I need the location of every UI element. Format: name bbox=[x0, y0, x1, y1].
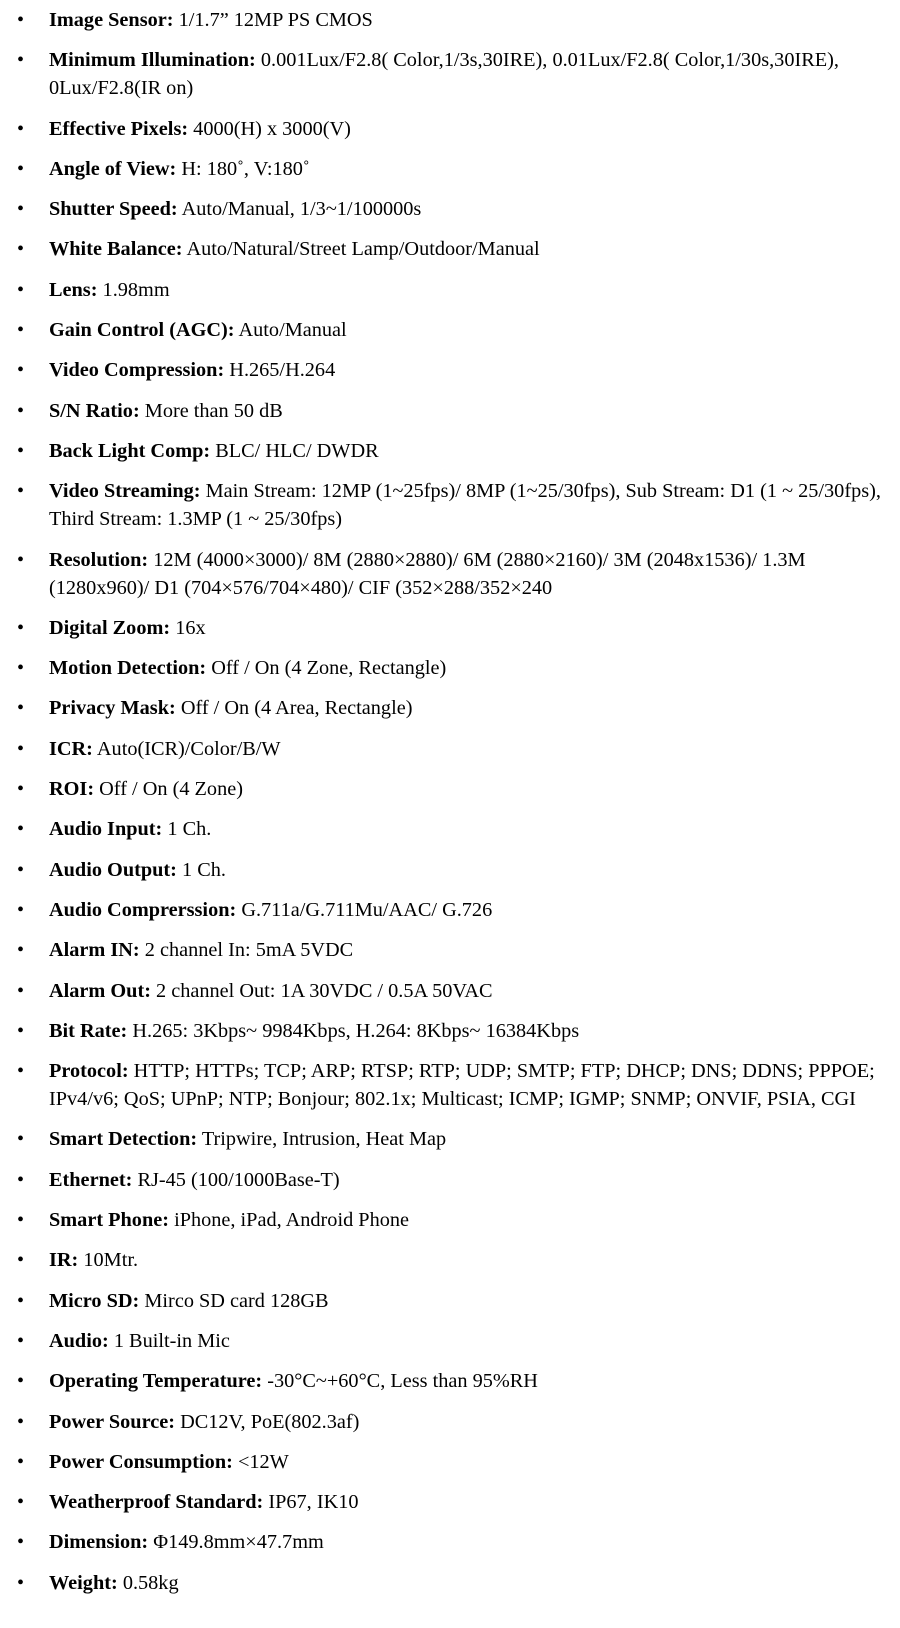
spec-value: DC12V, PoE(802.3af) bbox=[180, 1410, 360, 1433]
bullet-icon: • bbox=[17, 737, 25, 760]
bullet-icon: • bbox=[17, 480, 25, 503]
spec-item bbox=[0, 546, 900, 602]
spec-item bbox=[0, 1287, 900, 1315]
spec-item bbox=[0, 46, 900, 102]
bullet-icon: • bbox=[17, 238, 25, 261]
spec-label: Video Streaming: bbox=[49, 480, 201, 503]
spec-value: Main Stream: 12MP (1~25fps)/ 8MP (1~25/30fps), Sub Stream: D1 (1 ~ 25/30fps), Third Stream: 1.3MP (1 ~ 25/30fps) bbox=[49, 480, 881, 531]
bullet-icon: • bbox=[17, 858, 25, 881]
bullet-icon: • bbox=[17, 1450, 25, 1473]
spec-item bbox=[0, 1017, 900, 1045]
spec-item bbox=[0, 477, 900, 533]
bullet-icon: • bbox=[17, 157, 25, 180]
spec-label: Alarm IN: bbox=[49, 939, 140, 962]
spec-label: White Balance: bbox=[49, 238, 183, 261]
spec-item bbox=[0, 654, 900, 682]
spec-item bbox=[0, 977, 900, 1005]
spec-label: Digital Zoom: bbox=[49, 616, 171, 639]
bullet-icon: • bbox=[17, 1531, 25, 1554]
spec-item bbox=[0, 815, 900, 843]
spec-item bbox=[0, 735, 900, 763]
spec-label: Back Light Comp: bbox=[49, 439, 211, 462]
spec-item bbox=[0, 437, 900, 465]
bullet-icon: • bbox=[17, 1019, 25, 1042]
spec-label: Bit Rate: bbox=[49, 1019, 128, 1042]
bullet-icon: • bbox=[17, 1209, 25, 1232]
spec-label: Alarm Out: bbox=[49, 979, 151, 1002]
spec-value: 0.58kg bbox=[122, 1571, 179, 1594]
bullet-icon: • bbox=[17, 1491, 25, 1514]
spec-label: Micro SD: bbox=[49, 1289, 140, 1312]
spec-label: Weatherproof Standard: bbox=[49, 1491, 264, 1514]
spec-value: H.265: 3Kbps~ 9984Kbps, H.264: 8Kbps~ 16384Kbps bbox=[132, 1019, 580, 1042]
spec-value: 2 channel Out: 1A 30VDC / 0.5A 50VAC bbox=[156, 979, 493, 1002]
spec-value: Auto/Manual bbox=[238, 319, 347, 342]
spec-value: 0.001Lux/F2.8( Color,1/3s,30IRE), 0.01Lux/F2.8( Color,1/30s,30IRE), 0Lux/F2.8(IR on) bbox=[49, 49, 839, 100]
spec-label: Audio Output: bbox=[49, 858, 177, 881]
spec-value: More than 50 dB bbox=[144, 399, 283, 422]
spec-label: Audio Comprerssion: bbox=[49, 898, 237, 921]
spec-label: Angle of View: bbox=[49, 157, 177, 180]
spec-label: Power Consumption: bbox=[49, 1450, 233, 1473]
spec-label: Operating Temperature: bbox=[49, 1370, 263, 1393]
bullet-icon: • bbox=[17, 1168, 25, 1191]
bullet-icon: • bbox=[17, 1571, 25, 1594]
spec-label: Audio Input: bbox=[49, 818, 163, 841]
spec-value: RJ-45 (100/1000Base-T) bbox=[137, 1168, 340, 1191]
spec-item bbox=[0, 276, 900, 304]
spec-value: HTTP; HTTPs; TCP; ARP; RTSP; RTP; UDP; SMTP; FTP; DHCP; DNS; DDNS; PPPOE; IPv4/v6; QoS; UPnP; NTP; Bonjour; 802.1x; Multicast; ICMP; IGMP; SNMP; ONVIF, PSIA, CGI bbox=[49, 1060, 875, 1111]
bullet-icon: • bbox=[17, 657, 25, 680]
spec-label: Shutter Speed: bbox=[49, 198, 178, 221]
spec-value: Φ149.8mm×47.7mm bbox=[153, 1531, 324, 1554]
spec-item bbox=[0, 936, 900, 964]
spec-label: Privacy Mask: bbox=[49, 697, 176, 720]
spec-value: <12W bbox=[237, 1450, 289, 1473]
bullet-icon: • bbox=[17, 359, 25, 382]
bullet-icon: • bbox=[17, 818, 25, 841]
bullet-icon: • bbox=[17, 278, 25, 301]
spec-value: Auto/Natural/Street Lamp/Outdoor/Manual bbox=[186, 238, 540, 261]
spec-label: Protocol: bbox=[49, 1060, 129, 1083]
spec-value: Off / On (4 Zone, Rectangle) bbox=[211, 657, 447, 680]
bullet-icon: • bbox=[17, 1289, 25, 1312]
spec-label: Smart Phone: bbox=[49, 1209, 169, 1232]
spec-item bbox=[0, 1206, 900, 1234]
spec-item bbox=[0, 1057, 900, 1113]
spec-label: Resolution: bbox=[49, 548, 149, 571]
spec-label: IR: bbox=[49, 1249, 79, 1272]
bullet-icon: • bbox=[17, 1370, 25, 1393]
spec-value: IP67, IK10 bbox=[268, 1491, 359, 1514]
bullet-icon: • bbox=[17, 979, 25, 1002]
bullet-icon: • bbox=[17, 1060, 25, 1083]
bullet-icon: • bbox=[17, 49, 25, 72]
spec-label: Dimension: bbox=[49, 1531, 149, 1554]
spec-label: Audio: bbox=[49, 1329, 109, 1352]
spec-label: S/N Ratio: bbox=[49, 399, 140, 422]
bullet-icon: • bbox=[17, 439, 25, 462]
spec-value: Tripwire, Intrusion, Heat Map bbox=[201, 1128, 447, 1151]
bullet-icon: • bbox=[17, 898, 25, 921]
bullet-icon: • bbox=[17, 9, 25, 31]
spec-item bbox=[0, 1569, 900, 1597]
spec-item bbox=[0, 115, 900, 143]
bullet-icon: • bbox=[17, 939, 25, 962]
spec-value: H.265/H.264 bbox=[229, 359, 336, 382]
spec-value: H: 180˚, V:180˚ bbox=[181, 157, 310, 180]
spec-value: 1/1.7” 12MP PS CMOS bbox=[178, 9, 373, 31]
spec-item bbox=[0, 356, 900, 384]
spec-item bbox=[0, 1367, 900, 1395]
spec-value: 1.98mm bbox=[102, 278, 170, 301]
spec-label: ROI: bbox=[49, 778, 95, 801]
spec-item bbox=[0, 6, 900, 34]
spec-item bbox=[0, 155, 900, 183]
spec-value: 16x bbox=[175, 616, 206, 639]
spec-label: Video Compression: bbox=[49, 359, 225, 382]
bullet-icon: • bbox=[17, 548, 25, 571]
spec-item bbox=[0, 896, 900, 924]
spec-label: Ethernet: bbox=[49, 1168, 133, 1191]
spec-item bbox=[0, 1448, 900, 1476]
spec-item bbox=[0, 1327, 900, 1355]
bullet-icon: • bbox=[17, 778, 25, 801]
spec-value: 1 Built-in Mic bbox=[113, 1329, 230, 1352]
spec-label: Motion Detection: bbox=[49, 657, 207, 680]
spec-value: 4000(H) x 3000(V) bbox=[193, 117, 351, 140]
bullet-icon: • bbox=[17, 117, 25, 140]
spec-item bbox=[0, 1528, 900, 1556]
spec-label: Effective Pixels: bbox=[49, 117, 189, 140]
spec-value: iPhone, iPad, Android Phone bbox=[174, 1209, 409, 1232]
spec-value: Off / On (4 Area, Rectangle) bbox=[180, 697, 413, 720]
bullet-icon: • bbox=[17, 198, 25, 221]
spec-item bbox=[0, 1125, 900, 1153]
spec-item bbox=[0, 775, 900, 803]
bullet-icon: • bbox=[17, 616, 25, 639]
spec-value: -30°C~+60°C, Less than 95%RH bbox=[267, 1370, 538, 1393]
spec-item bbox=[0, 614, 900, 642]
spec-value: Auto/Manual, 1/3~1/100000s bbox=[181, 198, 422, 221]
bullet-icon: • bbox=[17, 697, 25, 720]
spec-item bbox=[0, 1408, 900, 1436]
spec-value: BLC/ HLC/ DWDR bbox=[215, 439, 379, 462]
bullet-icon: • bbox=[17, 1128, 25, 1151]
spec-value: 10Mtr. bbox=[83, 1249, 139, 1272]
spec-label: Lens: bbox=[49, 278, 98, 301]
spec-value: 2 channel In: 5mA 5VDC bbox=[144, 939, 354, 962]
spec-value: G.711a/G.711Mu/AAC/ G.726 bbox=[241, 898, 493, 921]
spec-label: Power Source: bbox=[49, 1410, 175, 1433]
spec-item bbox=[0, 694, 900, 722]
bullet-icon: • bbox=[17, 1410, 25, 1433]
spec-value: 12M (4000×3000)/ 8M (2880×2880)/ 6M (2880×2160)/ 3M (2048x1536)/ 1.3M (1280x960)/ D1 (704×576/704×480)/ CIF (352×288/352×240 bbox=[49, 548, 806, 599]
bullet-icon: • bbox=[17, 319, 25, 342]
spec-value: Off / On (4 Zone) bbox=[99, 778, 243, 801]
spec-label: Image Sensor: bbox=[49, 9, 174, 31]
spec-item bbox=[0, 195, 900, 223]
bullet-icon: • bbox=[17, 1329, 25, 1352]
spec-label: Gain Control (AGC): bbox=[49, 319, 235, 342]
spec-item bbox=[0, 1488, 900, 1516]
spec-item bbox=[0, 235, 900, 263]
spec-item bbox=[0, 1246, 900, 1274]
spec-item bbox=[0, 1166, 900, 1194]
bullet-icon: • bbox=[17, 1249, 25, 1272]
spec-item bbox=[0, 856, 900, 884]
spec-value: 1 Ch. bbox=[167, 818, 212, 841]
spec-value: Mirco SD card 128GB bbox=[144, 1289, 329, 1312]
spec-label: ICR: bbox=[49, 737, 93, 760]
spec-value: Auto(ICR)/Color/B/W bbox=[96, 737, 281, 760]
spec-item bbox=[0, 397, 900, 425]
spec-item bbox=[0, 316, 900, 344]
spec-label: Minimum Illumination: bbox=[49, 49, 256, 72]
bullet-icon: • bbox=[17, 399, 25, 422]
spec-label: Weight: bbox=[49, 1571, 118, 1594]
spec-label: Smart Detection: bbox=[49, 1128, 198, 1151]
spec-value: 1 Ch. bbox=[182, 858, 226, 881]
